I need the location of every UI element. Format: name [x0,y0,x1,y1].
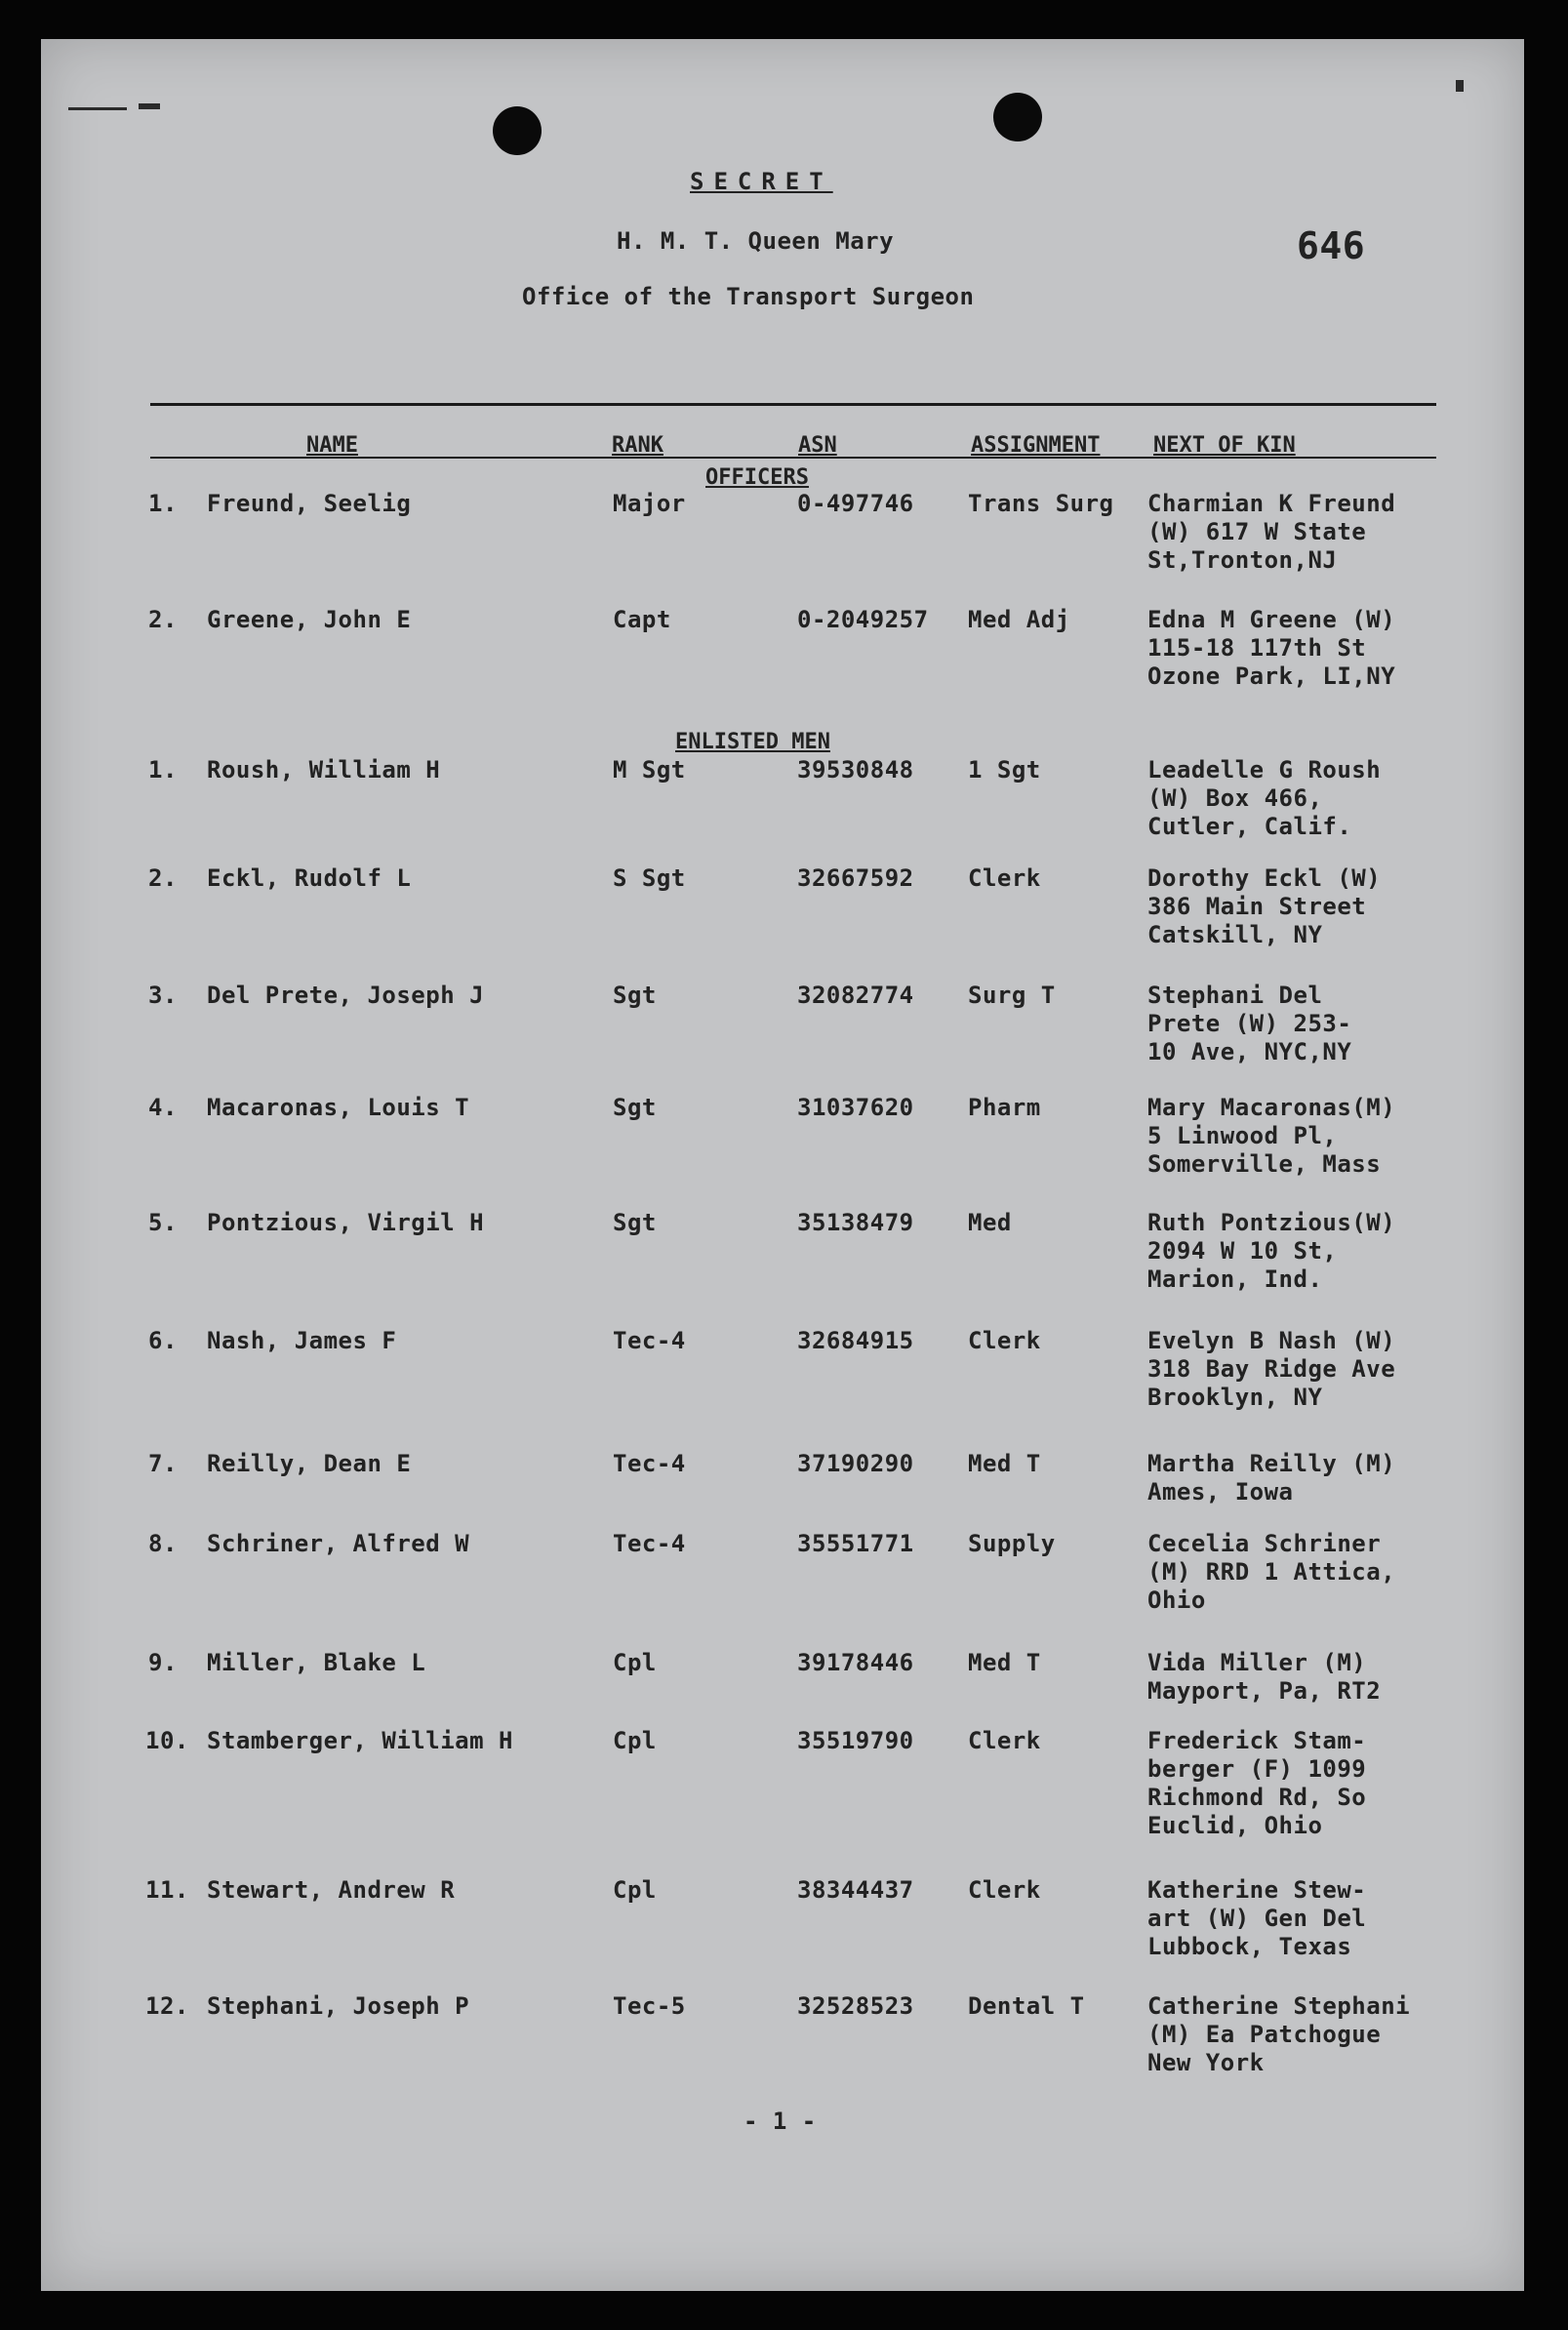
army-serial-number: 32684915 [797,1327,914,1354]
next-of-kin-line: Katherine Stew- [1147,1876,1367,1904]
army-serial-number: 32082774 [797,982,914,1009]
punch-hole-left [493,106,542,155]
row-number: 1. [148,756,178,783]
row-number: 6. [148,1327,178,1354]
next-of-kin-line: 2094 W 10 St, [1147,1237,1338,1265]
classification-heading: SECRET [690,168,833,195]
soldier-name: Nash, James F [207,1327,397,1354]
next-of-kin [1147,1876,1366,1961]
next-of-kin-line: (M) RRD 1 Attica, [1147,1558,1396,1586]
next-of-kin-line: Stephani Del [1147,982,1323,1009]
next-of-kin-line: (M) Ea Patchogue [1147,2021,1382,2048]
army-serial-number: 0-2049257 [797,606,929,633]
soldier-name: Del Prete, Joseph J [207,982,485,1009]
row-number: 4. [148,1094,178,1121]
office-title: Office of the Transport Surgeon [522,283,975,310]
next-of-kin [1147,864,1381,949]
ship-name: H. M. T. Queen Mary [617,227,895,255]
next-of-kin-line: Martha Reilly (M) [1147,1450,1396,1477]
rank: Tec-5 [613,1992,686,2020]
army-serial-number: 35551771 [797,1530,914,1557]
next-of-kin-line: New York [1147,2049,1265,2076]
next-of-kin-line: 10 Ave, NYC,NY [1147,1038,1352,1065]
row-number: 10. [145,1727,189,1754]
next-of-kin-line: Cutler, Calif. [1147,813,1352,840]
rank: Sgt [613,1094,657,1121]
next-of-kin-line: St,Tronton,NJ [1147,546,1338,574]
ink-mark [1456,80,1464,92]
next-of-kin-line: Frederick Stam- [1147,1727,1367,1754]
section-officers: OFFICERS [705,465,809,490]
row-number: 11. [145,1876,189,1904]
next-of-kin-line: Euclid, Ohio [1147,1812,1323,1839]
assignment: Clerk [968,1876,1041,1904]
assignment: Dental T [968,1992,1085,2020]
assignment: Trans Surg [968,490,1114,517]
row-number: 2. [148,606,178,633]
rank: Tec-4 [613,1450,686,1477]
soldier-name: Greene, John E [207,606,412,633]
next-of-kin-line: Vida Miller (M) [1147,1649,1367,1676]
next-of-kin [1147,1209,1395,1294]
rank: Cpl [613,1649,657,1676]
assignment: Clerk [968,1727,1041,1754]
army-serial-number: 35138479 [797,1209,914,1236]
ink-mark [139,103,160,109]
rank: S Sgt [613,864,686,892]
row-number: 9. [148,1649,178,1676]
next-of-kin-line: Evelyn B Nash (W) [1147,1327,1396,1354]
soldier-name: Pontzious, Virgil H [207,1209,485,1236]
assignment: Med T [968,1450,1041,1477]
next-of-kin-line: Ohio [1147,1587,1206,1614]
next-of-kin-line: Catherine Stephani [1147,1992,1411,2020]
next-of-kin [1147,1992,1410,2077]
army-serial-number: 32528523 [797,1992,914,2020]
page-number: - 1 - [744,2108,817,2135]
next-of-kin-line: (W) 617 W State [1147,518,1367,545]
assignment: Med Adj [968,606,1070,633]
soldier-name: Reilly, Dean E [207,1450,412,1477]
section-enlisted-men: ENLISTED MEN [675,730,830,754]
row-number: 5. [148,1209,178,1236]
row-number: 2. [148,864,178,892]
army-serial-number: 35519790 [797,1727,914,1754]
soldier-name: Stephani, Joseph P [207,1992,470,2020]
assignment: Pharm [968,1094,1041,1121]
column-header-name: NAME [306,433,358,458]
rank: Cpl [613,1727,657,1754]
next-of-kin-line: Richmond Rd, So [1147,1784,1367,1811]
rank: M Sgt [613,756,686,783]
assignment: Clerk [968,1327,1041,1354]
next-of-kin-line: 5 Linwood Pl, [1147,1122,1338,1149]
soldier-name: Roush, William H [207,756,441,783]
rank: Tec-4 [613,1327,686,1354]
next-of-kin [1147,1327,1395,1412]
document-page [41,39,1524,2291]
row-number: 1. [148,490,178,517]
next-of-kin-line: Charmian K Freund [1147,490,1396,517]
next-of-kin-line: berger (F) 1099 [1147,1755,1367,1783]
next-of-kin-line: (W) Box 466, [1147,784,1323,812]
column-header-next-of-kin: NEXT OF KIN [1153,433,1296,458]
next-of-kin-line: Mary Macaronas(M) [1147,1094,1396,1121]
army-serial-number: 0-497746 [797,490,914,517]
soldier-name: Stamberger, William H [207,1727,513,1754]
assignment: 1 Sgt [968,756,1041,783]
assignment: Med [968,1209,1012,1236]
next-of-kin [1147,1530,1395,1615]
row-number: 12. [145,1992,189,2020]
next-of-kin [1147,606,1395,691]
next-of-kin [1147,756,1381,841]
next-of-kin-line: Brooklyn, NY [1147,1384,1323,1411]
army-serial-number: 38344437 [797,1876,914,1904]
army-serial-number: 37190290 [797,1450,914,1477]
rank: Capt [613,606,671,633]
next-of-kin [1147,490,1395,575]
next-of-kin-line: Lubbock, Texas [1147,1933,1352,1960]
row-number: 8. [148,1530,178,1557]
ink-mark [68,107,127,110]
soldier-name: Eckl, Rudolf L [207,864,412,892]
next-of-kin-line: Edna M Greene (W) [1147,606,1396,633]
next-of-kin-line: Ames, Iowa [1147,1478,1294,1506]
next-of-kin [1147,1450,1395,1506]
row-number: 3. [148,982,178,1009]
assignment: Med T [968,1649,1041,1676]
next-of-kin-line: Prete (W) 253- [1147,1010,1352,1037]
army-serial-number: 39178446 [797,1649,914,1676]
soldier-name: Macaronas, Louis T [207,1094,470,1121]
next-of-kin [1147,1649,1381,1706]
army-serial-number: 39530848 [797,756,914,783]
rank: Tec-4 [613,1530,686,1557]
soldier-name: Schriner, Alfred W [207,1530,470,1557]
army-serial-number: 32667592 [797,864,914,892]
next-of-kin-line: 115-18 117th St [1147,634,1367,662]
assignment: Supply [968,1530,1056,1557]
next-of-kin-line: art (W) Gen Del [1147,1905,1367,1932]
army-serial-number: 31037620 [797,1094,914,1121]
next-of-kin-line: Catskill, NY [1147,921,1323,948]
next-of-kin-line: Leadelle G Roush [1147,756,1382,783]
assignment: Clerk [968,864,1041,892]
column-header-rank: RANK [612,433,663,458]
next-of-kin-line: Dorothy Eckl (W) [1147,864,1382,892]
next-of-kin-line: 386 Main Street [1147,893,1367,920]
row-number: 7. [148,1450,178,1477]
rank: Sgt [613,1209,657,1236]
next-of-kin-line: Ozone Park, LI,NY [1147,663,1396,690]
next-of-kin-line: Ruth Pontzious(W) [1147,1209,1396,1236]
next-of-kin-line: Cecelia Schriner [1147,1530,1382,1557]
next-of-kin-line: Marion, Ind. [1147,1265,1323,1293]
next-of-kin-line: Mayport, Pa, RT2 [1147,1677,1382,1705]
rank: Major [613,490,686,517]
next-of-kin [1147,1727,1366,1840]
punch-hole-right [993,93,1042,141]
soldier-name: Freund, Seelig [207,490,412,517]
next-of-kin-line: 318 Bay Ridge Ave [1147,1355,1396,1383]
page-reference-number: 646 [1297,224,1366,267]
column-header-assignment: ASSIGNMENT [971,433,1101,458]
column-header-asn: ASN [798,433,837,458]
top-rule [150,403,1436,406]
next-of-kin-line: Somerville, Mass [1147,1150,1382,1178]
next-of-kin [1147,982,1351,1066]
assignment: Surg T [968,982,1056,1009]
rank: Sgt [613,982,657,1009]
rank: Cpl [613,1876,657,1904]
next-of-kin [1147,1094,1395,1179]
soldier-name: Stewart, Andrew R [207,1876,456,1904]
soldier-name: Miller, Blake L [207,1649,426,1676]
